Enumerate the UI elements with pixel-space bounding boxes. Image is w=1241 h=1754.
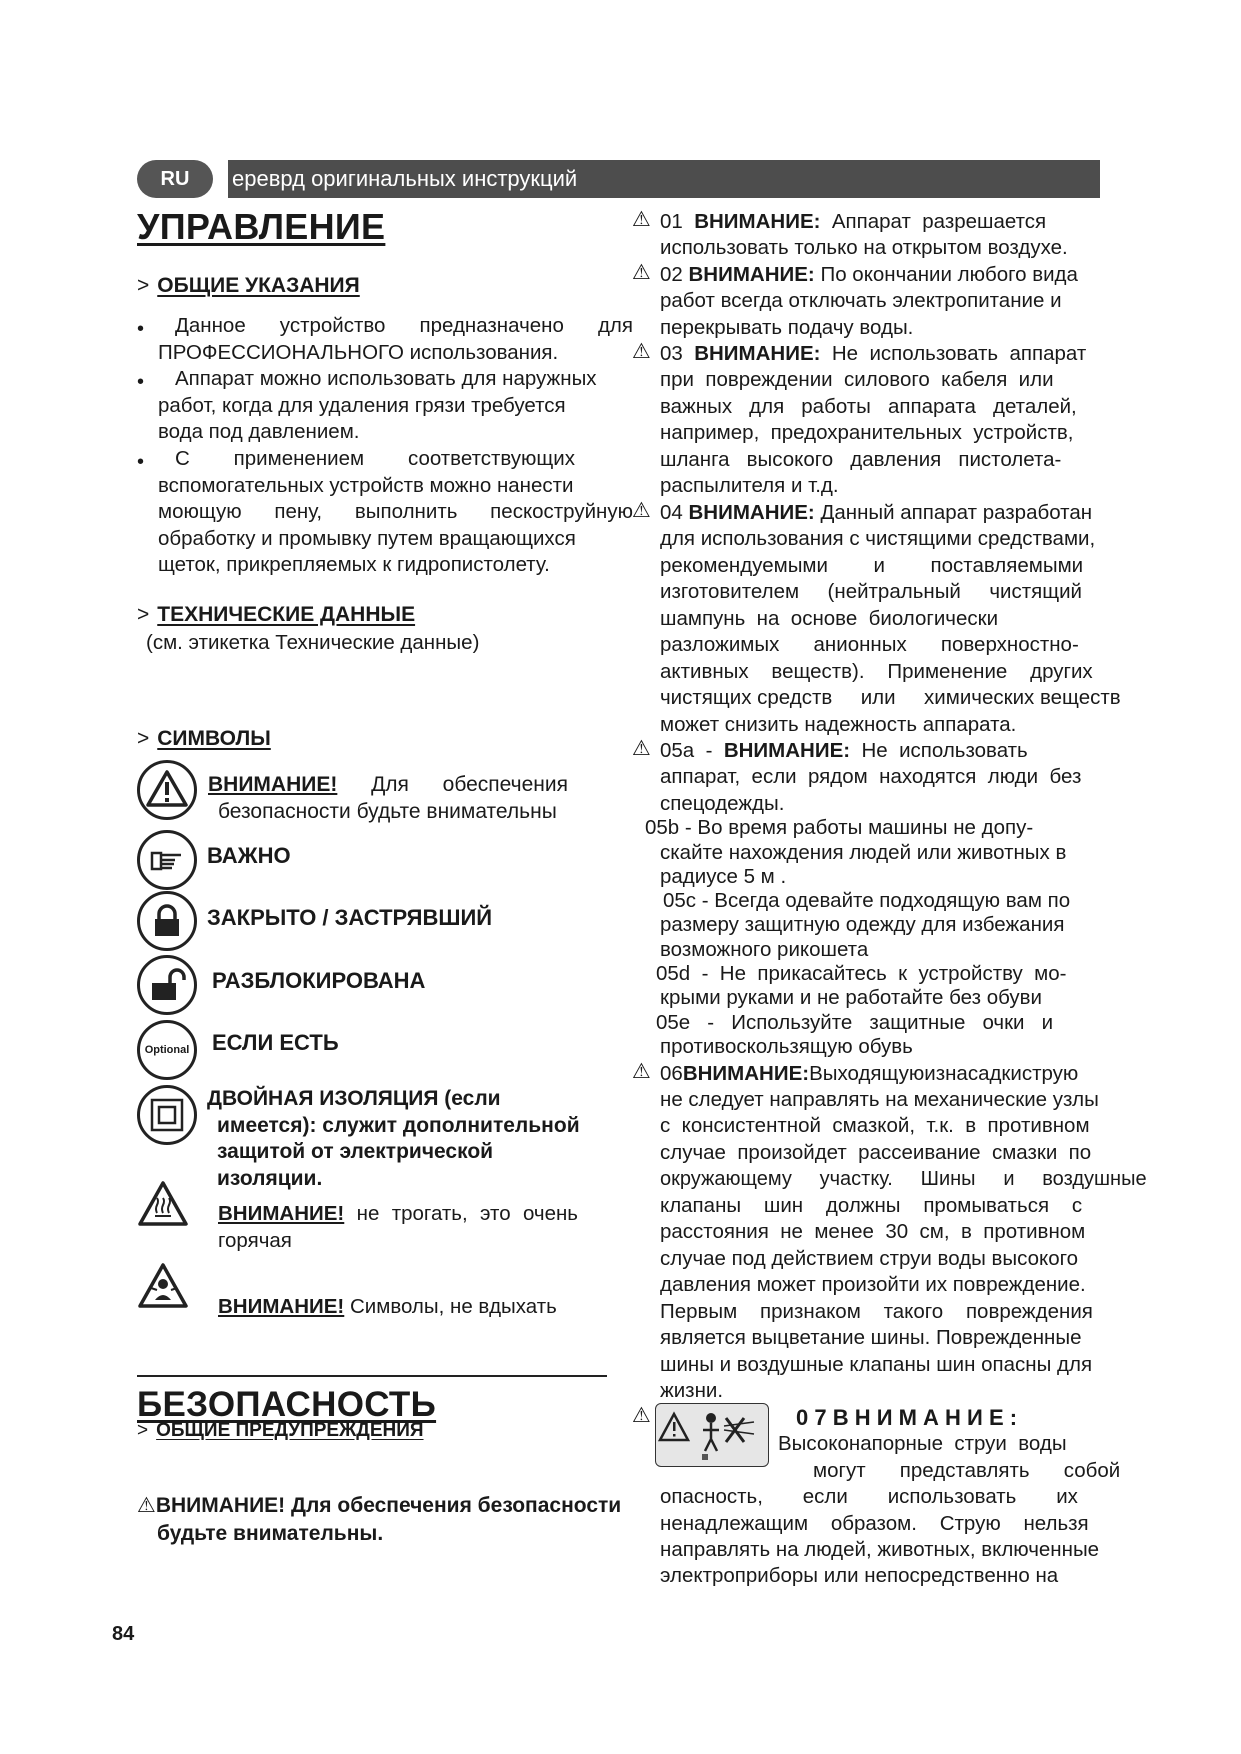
warning-triangle-icon: ⚠ xyxy=(632,340,651,363)
warning-text-line: чистящих средств или химических веществ xyxy=(660,686,1121,709)
warning-text-line: работ всегда отключать электропитание и xyxy=(660,289,1062,312)
warning-text-line: 04 ВНИМАНИЕ: Данный аппарат разработан xyxy=(660,501,1093,524)
symbol-locked: ЗАКРЫТО / ЗАСТРЯВШИЙ xyxy=(207,905,493,930)
warning-text-line: 05a - ВНИМАНИЕ: Не использовать xyxy=(660,739,1028,762)
warning-text-line: давления может произойти их повреждение. xyxy=(660,1273,1086,1296)
double-insulation-icon xyxy=(137,1085,197,1145)
warning-text-line: опасность, если использовать их xyxy=(660,1485,1078,1508)
warning-text-line: 05d - Не прикасайтесь к устройству мо- xyxy=(656,962,1067,985)
warning-text-line: спецодежды. xyxy=(660,792,785,815)
warning-text-line: радиусе 5 м . xyxy=(660,865,787,888)
warning-text-line: разложимых анионных поверхностно- xyxy=(660,633,1079,656)
warning-triangle-icon: ⚠ xyxy=(137,1494,156,1517)
symbol-attention-text-2: безопасности будьте внимательны xyxy=(218,799,557,823)
warning-triangle-icon: ⚠ xyxy=(632,737,651,760)
symbol-inhale-word: ВНИМАНИЕ! xyxy=(218,1295,345,1318)
symbol-double-insulation xyxy=(207,1086,580,1192)
lock-open-icon xyxy=(137,955,197,1015)
optional-icon-text: Optional xyxy=(144,1044,190,1056)
bullet-1 xyxy=(158,313,633,366)
section-title-safety: БЕЗОПАСНОСТЬ xyxy=(137,1385,437,1424)
warning-text-line: расстояния не менее 30 см, в противном xyxy=(660,1220,1086,1243)
symbol-attention xyxy=(208,772,568,825)
warning-text-line: 05e - Используйте защитные очки и xyxy=(656,1011,1054,1034)
warning-triangle-icon: ⚠ xyxy=(632,261,651,284)
symbol-attention-word: ВНИМАНИЕ! xyxy=(208,773,338,796)
warning-text-line: жизни. xyxy=(660,1379,724,1402)
warning-text-line: размеру защитную одежду для избежания xyxy=(660,913,1065,936)
bullet-3-line-4: обработку и промывку путем вращающихся xyxy=(158,526,576,550)
subheading-warnings-text: ОБЩИЕ ПРЕДУПРЕЖДЕНИЯ xyxy=(156,1420,424,1441)
warning-text-line: не следует направлять на механические узлы xyxy=(660,1088,1099,1111)
bullet-3-line-3: моющую пену, выполнить пескоструйную xyxy=(158,500,633,523)
warning-text-line: при повреждении силового кабеля или xyxy=(660,368,1054,391)
subheading-warnings: > ОБЩИЕ ПРЕДУПРЕЖДЕНИЯ xyxy=(137,1420,442,1442)
warning-text-line: 05b - Во время работы машины не допу- xyxy=(645,816,1034,839)
symbol-hot-text-1: не трогать, это очень xyxy=(356,1202,578,1225)
warning-text-line: 05c - Всегда одевайте подходящую вам по xyxy=(663,889,1071,912)
subheading-tech: > ТЕХНИЧЕСКИЕ ДАННЫЕ xyxy=(137,603,416,626)
optional-icon xyxy=(137,1020,197,1080)
warning-text-line: изготовителем (нейтральный чистящий xyxy=(660,580,1083,603)
warning-text-line: 03 ВНИМАНИЕ: Не использовать аппарат xyxy=(660,342,1087,365)
warning-text-line: крыми руками и не работайте без обуви xyxy=(660,986,1042,1009)
warning-text-line: 02 ВНИМАНИЕ: По окончании любого вида xyxy=(660,263,1078,286)
warning-triangle-icon: ⚠ xyxy=(632,208,651,231)
warning-text-line: 0 7 В Н И М А Н И Е : xyxy=(796,1405,1018,1430)
warning-text-line: направлять на людей, животных, включенные xyxy=(660,1538,1100,1561)
warning-text-line: могут представлять собой xyxy=(813,1459,1121,1482)
warning-text-line: противоскользящую обувь xyxy=(660,1035,913,1058)
warning-icon xyxy=(137,760,197,820)
warning-text-line: случае произойдет рассеивание смазки по xyxy=(660,1141,1092,1164)
warning-text-line: скайте нахождения людей или животных в xyxy=(660,841,1067,864)
warning-text-line: с консистентной смазкой, т.к. в противном xyxy=(660,1114,1090,1137)
warning-text-line: ненадлежащим образом. Струю нельзя xyxy=(660,1512,1089,1535)
bullet-3-line-1: С применением соответствующих xyxy=(175,447,575,470)
pointing-hand-icon xyxy=(137,830,197,890)
section-divider xyxy=(137,1375,607,1377)
symbol-inhale xyxy=(218,1294,557,1321)
warning-text-line: Высоконапорные струи воды xyxy=(778,1432,1067,1455)
warning-text-line: клапаны шин должны промываться с xyxy=(660,1194,1083,1217)
bullet-3-line-5: щеток, прикрепляемых к гидропистолету. xyxy=(158,553,550,576)
symbol-hot-word: ВНИМАНИЕ! xyxy=(218,1202,345,1225)
safety-notice xyxy=(137,1492,621,1548)
bullet-1-line-1: Данное устройство предназначено для xyxy=(175,314,633,337)
warning-text-line: шины и воздушные клапаны шин опасны для xyxy=(660,1353,1093,1376)
warning-text-line: для использования с чистящими средствами, xyxy=(660,527,1096,550)
bullet-dot: • xyxy=(137,451,145,473)
safety-notice-line-1: ВНИМАНИЕ! Для обеспечения безопасности xyxy=(155,1494,622,1517)
warning-text-line: рекомендуемыми и поставляемыми xyxy=(660,554,1084,577)
warning-text-line: например, предохранительных устройств, xyxy=(660,421,1074,444)
warning-text-line: может снизить надежность аппарата. xyxy=(660,713,1017,736)
subheading-general: > ОБЩИЕ УКАЗАНИЯ xyxy=(137,274,360,297)
bullet-dot: • xyxy=(137,318,145,340)
language-badge: RU xyxy=(137,160,213,198)
warning-text-line: электроприборы или непосредственно на xyxy=(660,1564,1059,1587)
bullet-2 xyxy=(158,366,618,446)
subheading-symbols-text: СИМВОЛЫ xyxy=(157,727,271,750)
warning-text-line: аппарат, если рядом находятся люди без xyxy=(660,765,1082,788)
subheading-symbols: > СИМВОЛЫ xyxy=(137,727,271,750)
symbol-important: ВАЖНО xyxy=(207,843,291,868)
symbol-hot xyxy=(218,1201,578,1254)
symbol-inhale-text: Символы, не вдыхать xyxy=(349,1295,557,1318)
section-title-management: УПРАВЛЕНИЕ xyxy=(137,206,386,247)
symbol-hot-text-2: горячая xyxy=(218,1228,292,1252)
double-insulation-line-1: ДВОЙНАЯ ИЗОЛЯЦИЯ (если xyxy=(207,1087,501,1110)
header-title: ереврд оригинальных инструкций xyxy=(232,166,578,191)
warning-text-line: 06ВНИМАНИЕ:Выходящуюизнасадкиструю xyxy=(660,1062,1079,1085)
warning-text-line: является выцветание шины. Поврежденные xyxy=(660,1326,1082,1349)
symbol-optional: ЕСЛИ ЕСТЬ xyxy=(212,1030,339,1055)
warning-text-line: 01 ВНИМАНИЕ: Аппарат разрешается xyxy=(660,210,1047,233)
warning-text-line: шланга высокого давления пистолета- xyxy=(660,448,1062,471)
bullet-dot: • xyxy=(137,371,145,393)
symbol-attention-text-1: Для обеспечения xyxy=(371,773,568,796)
bullet-1-line-2: ПРОФЕССИОНАЛЬНОГО использования. xyxy=(158,340,559,364)
page-number: 84 xyxy=(112,1623,135,1645)
warning-text-line: возможного рикошета xyxy=(660,938,869,961)
lock-closed-icon xyxy=(137,891,197,951)
subheading-general-text: ОБЩИЕ УКАЗАНИЯ xyxy=(157,274,360,297)
spray-hazard-pictogram-icon xyxy=(655,1403,769,1467)
safety-notice-line-2: будьте внимательны. xyxy=(157,1522,384,1545)
symbol-unlocked: РАЗБЛОКИРОВАНА xyxy=(212,968,426,993)
warning-triangle-icon: ⚠ xyxy=(632,1060,651,1083)
hot-surface-icon xyxy=(137,1180,189,1233)
double-insulation-line-4: изоляции. xyxy=(217,1166,323,1190)
warning-text-line: Первым признаком такого повреждения xyxy=(660,1300,1093,1323)
bullet-2-line-3: вода под давлением. xyxy=(158,420,360,443)
subheading-tech-text: ТЕХНИЧЕСКИЕ ДАННЫЕ xyxy=(157,603,416,626)
double-insulation-line-2: имеется): служит дополнительной xyxy=(217,1113,580,1137)
warning-text-line: важных для работы аппарата деталей, xyxy=(660,395,1077,418)
bullet-3-line-2: вспомогательных устройств можно нанести xyxy=(158,473,574,497)
warning-triangle-icon: ⚠ xyxy=(632,1404,651,1427)
warning-text-line: активных веществ). Применение других xyxy=(660,660,1093,683)
warning-text-line: случае под действием струи воды высокого xyxy=(660,1247,1079,1270)
bullet-2-line-2: работ, когда для удаления грязи требуется xyxy=(158,393,566,417)
bullet-3 xyxy=(158,446,633,579)
warning-text-line: шампунь на основе биологически xyxy=(660,607,999,630)
warning-triangle-icon: ⚠ xyxy=(632,499,651,522)
double-insulation-line-3: защитой от электрической xyxy=(217,1140,494,1163)
warning-text-line: окружающему участку. Шины и воздушные xyxy=(660,1168,1147,1190)
do-not-inhale-icon xyxy=(137,1262,189,1315)
tech-note: (см. этикетка Технические данные) xyxy=(146,631,480,654)
warning-text-line: распылителя и т.д. xyxy=(660,474,839,497)
warning-text-line: перекрывать подачу воды. xyxy=(660,316,914,339)
bullet-2-line-1: Аппарат можно использовать для наружных xyxy=(175,367,597,390)
warning-text-line: использовать только на открытом воздухе. xyxy=(660,236,1068,259)
